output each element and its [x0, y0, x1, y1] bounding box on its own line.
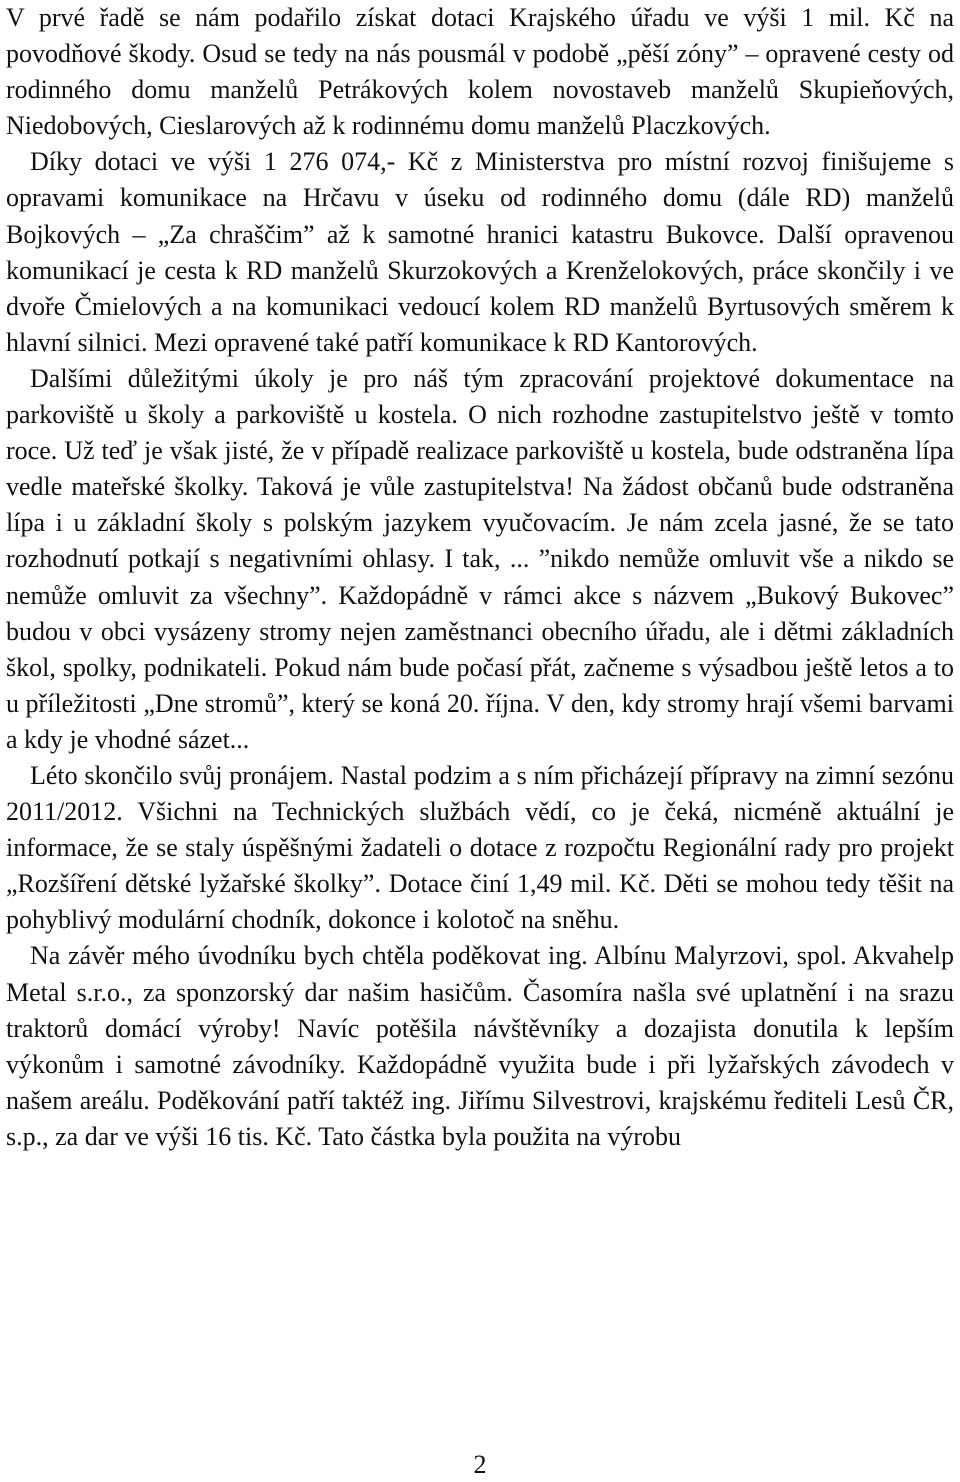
paragraph-ministry-grant: Díky dotaci ve výši 1 276 074,- Kč z Ministerstva pro místní rozvoj finišujeme s opravami komunikace na Hrčavu v úseku od rodinného domu (dále RD) manželů Bojkových – „Za chraščim” až k samotné hranici katastru Bukovce. Další opravenou komunikací je cesta k RD manželů Skurzokových a Krenželokových, práce skončily i ve dvoře Čmielových a na komunikaci vedoucí kolem RD manželů Byrtusových směrem k hlavní silnici. Mezi opravené také patří komunikace k RD Kantorových.: [6, 147, 954, 357]
paragraph-winter-season: Léto skončilo svůj pronájem. Nastal podzim a s ním přicházejí přípravy na zimní sezónu 2011/2012. Všichni na Technických službách vědí, co je čeká, nicméně aktuální je informace, že se staly úspěšnými žadateli o dotace z rozpočtu Regionální rady pro projekt „Rozšíření dětské lyžařské školky”. Dotace činí 1,49 mil. Kč. Děti se mohou tedy těšit na pohyblivý modulární chodník, dokonce i kolotoč na sněhu.: [6, 760, 954, 935]
document-page: [6, 0, 954, 1482]
paragraph-parking-projects: Dalšími důležitými úkoly je pro náš tým zpracování projektové dokumentace na parkoviště u školy a parkoviště u kostela. O nich rozhodne zastupitelstvo ještě v tomto roce. Už teď je však jisté, že v případě realizace parkoviště u kostela, bude odstraněna lípa vedle mateřské školky. Taková je vůle zastupitelstva! Na žádost občanů bude odstraněna lípa i u základní školy s polským jazykem vyučovacím. Je nám zcela jasné, že se tato rozhodnutí potkají s negativními ohlasy. I tak, ... ”nikdo nemůže omluvit vše a nikdo se nemůže omluvit za všechny”. Každopádně v rámci akce s názvem „Bukový Bukovec” budou v obci vysázeny stromy nejen zaměstnanci obecního úřadu, ale i dětmi základních škol, spolky, podnikateli. Pokud nám bude počasí přát, začneme s výsadbou ještě letos a to u příležitosti „Dne stromů”, který se koná 20. října. V den, kdy stromy hrají všemi barvami a kdy je vhodné sázet...: [6, 363, 954, 754]
page-number: 2: [473, 1450, 487, 1479]
paragraph-acknowledgements: Na závěr mého úvodníku bych chtěla poděkovat ing. Albínu Malyrzovi, spol. Akvahelp Metal s.r.o., za sponzorský dar našim hasičům. Časomíra našla své uplatnění i na srazu traktorů domácí výroby! Navíc potěšila návštěvníky a dozajista donutila k lepším výkonům i samotné závodníky. Každopádně využita bude i při lyžařských závodech v našem areálu. Poděkování patří taktéž ing. Jiřímu Silvestrovi, krajskému řediteli Lesů ČR, s.p., za dar ve výši 16 tis. Kč. Tato částka byla použita na výrobu: [6, 941, 954, 1151]
paragraph-regional-grant: V prvé řadě se nám podařilo získat dotaci Krajského úřadu ve výši 1 mil. Kč na povodňové škody. Osud se tedy na nás pousmál v podobě „pěší zóny” – opravené cesty od rodinného domu manželů Petrákových kolem novostaveb manželů Skupieňových, Niedobových, Cieslarových až k rodinnému domu manželů Placzkových.: [6, 3, 954, 141]
